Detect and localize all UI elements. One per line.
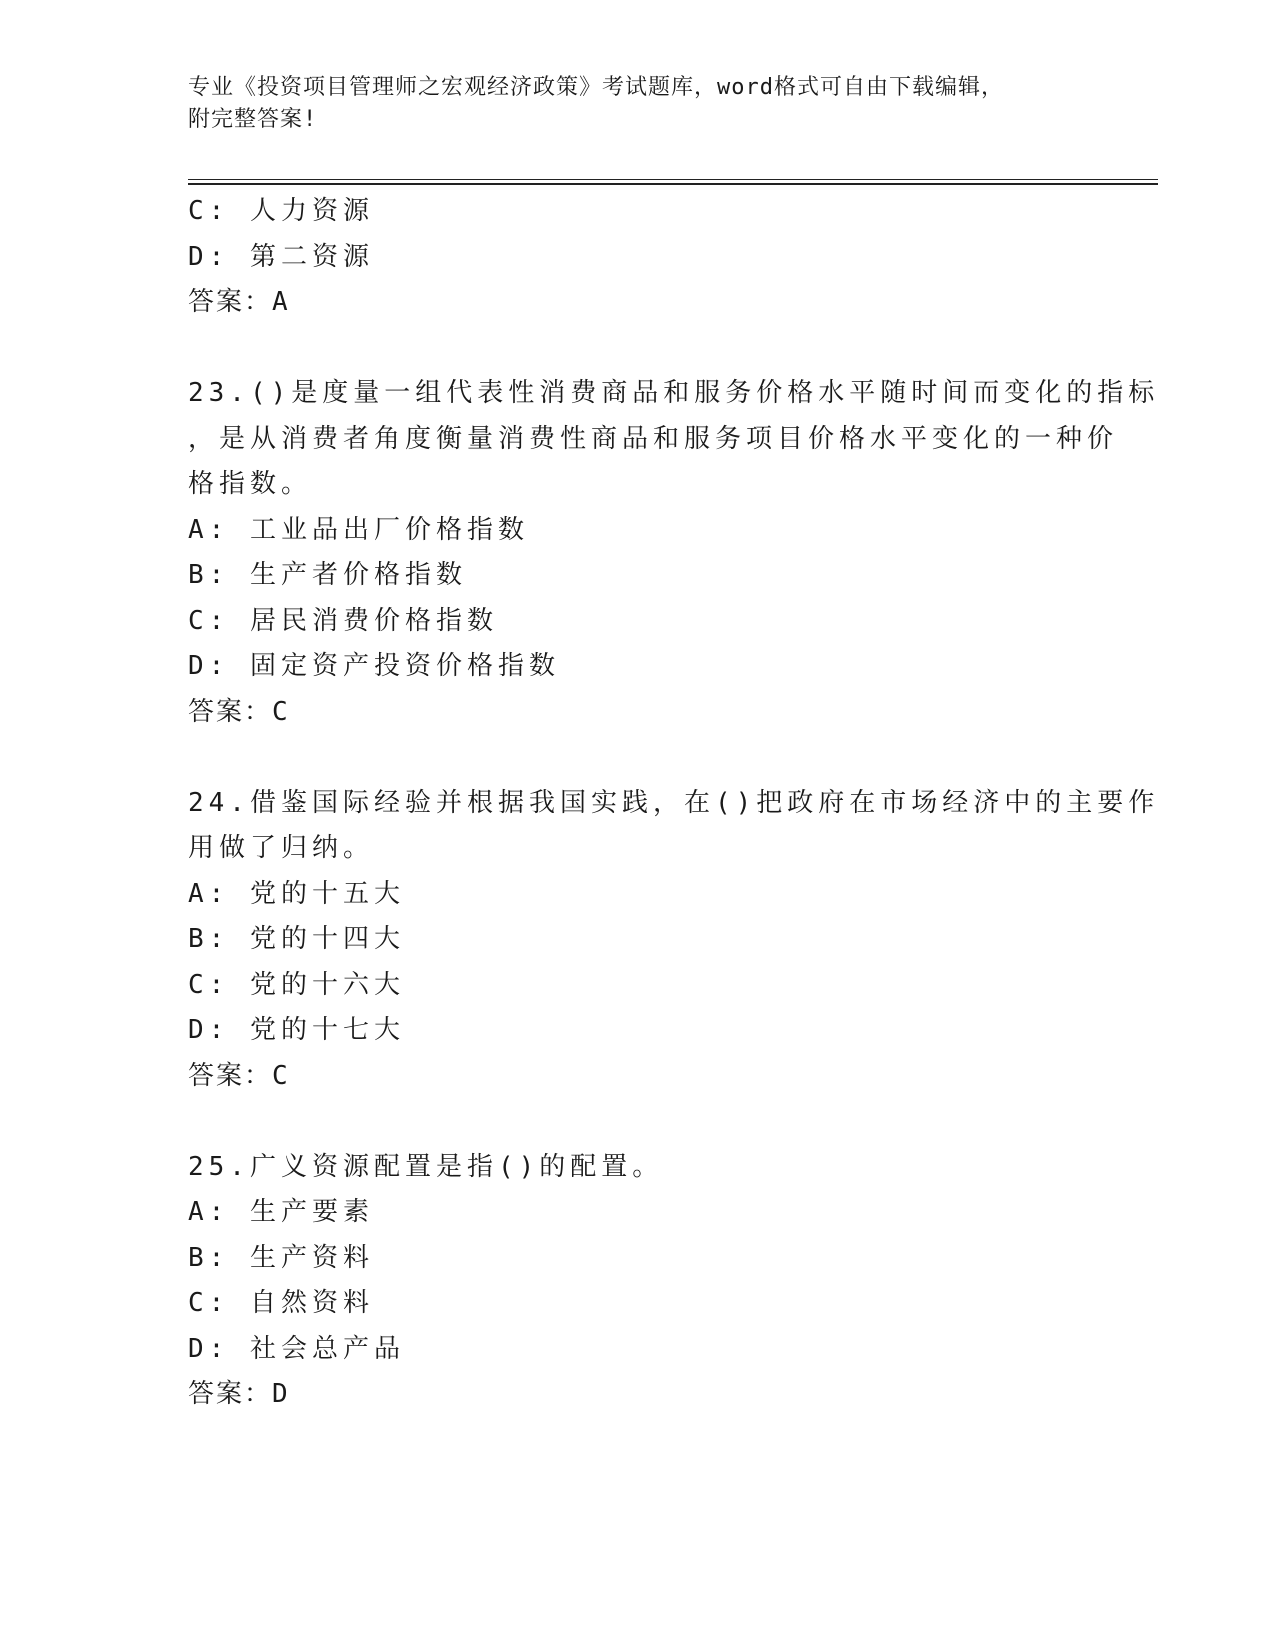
question-text-line: 23.()是度量一组代表性消费商品和服务价格水平随时间而变化的指标 [188,378,1160,408]
prev-question [188,189,1088,326]
option-c: C: 自然资料 [188,1288,374,1318]
question-24 [188,781,1160,1100]
answer-label: 答案： [188,1379,273,1409]
answer-line [188,1054,1088,1100]
option-d: D: 社会总产品 [188,1333,405,1364]
question-23 [188,371,1160,735]
answer-value: A [272,287,290,317]
spacer [188,1099,1088,1145]
question-text-line: 25.广义资源配置是指()的配置。 [188,1151,664,1182]
header-line-1: 专业《投资项目管理师之宏观经济政策》考试题库，word格式可自由下载编辑， [188,75,1004,100]
answer-label: 答案： [188,696,273,727]
option-b: B: 党的十四大 [188,924,405,954]
option-c: C: 人力资源 [188,196,374,226]
question-text-line: 用做了归纳。 [188,833,375,863]
header-divider-bottom [188,183,1158,185]
answer-line [188,1372,1088,1418]
option-d: D: 固定资产投资价格指数 [188,651,560,681]
question-text-line: ，是从消费者角度衡量消费性商品和服务项目价格水平变化的一种价 [188,423,1119,454]
spacer [188,735,1088,781]
answer-label: 答案： [188,287,273,317]
question-list [188,189,1160,1418]
answer-value: D [272,1379,290,1409]
document-header [188,72,1088,136]
option-c: C: 党的十六大 [188,969,405,1000]
answer-value: C [272,1060,290,1091]
question-text-line: 24.借鉴国际经验并根据我国实践，在()把政府在市场经济中的主要作 [188,787,1160,818]
option-d: D: 第二资源 [188,241,374,272]
question-text-line: 格指数。 [188,469,313,499]
option-c: C: 居民消费价格指数 [188,605,498,636]
answer-value: C [272,696,290,727]
option-a: A: 党的十五大 [188,878,405,909]
answer-line [188,280,1088,326]
option-b: B: 生产资料 [188,1242,374,1273]
spacer [188,326,1088,372]
header-line-2: 附完整答案! [188,107,318,132]
header-divider-top [188,179,1158,180]
answer-label: 答案： [188,1060,273,1091]
option-b: B: 生产者价格指数 [188,560,467,590]
option-a: A: 生产要素 [188,1197,374,1227]
option-d: D: 党的十七大 [188,1015,405,1045]
option-a: A: 工业品出厂价格指数 [188,514,529,545]
question-25 [188,1145,1088,1418]
answer-line [188,690,1088,736]
